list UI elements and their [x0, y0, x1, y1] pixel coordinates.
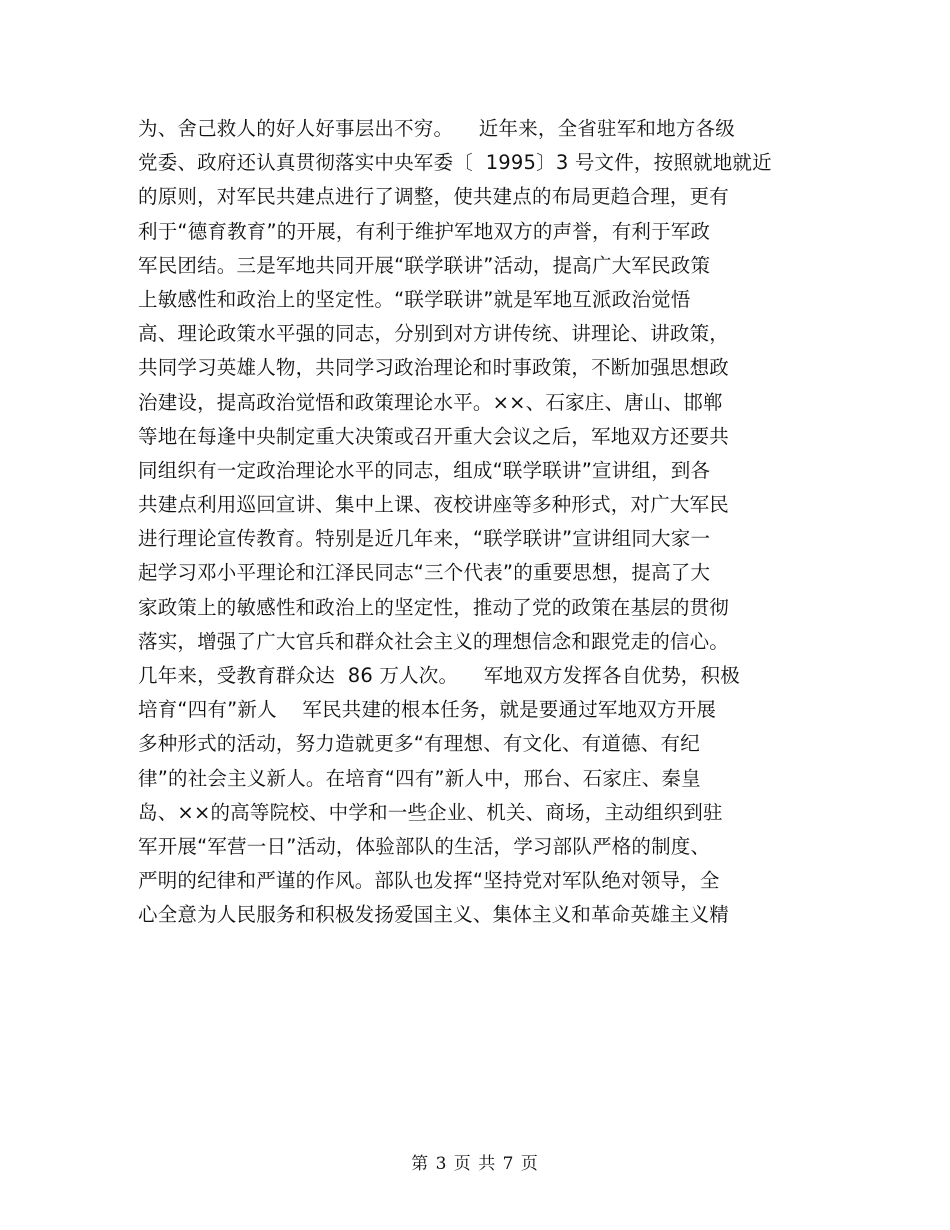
- body-text: [138, 112, 818, 933]
- text-line: 律”的社会主义新人。在培育“四有”新人中，邢台、石家庄、秦皇: [138, 766, 701, 790]
- text-line: 同组织有一定政治理论水平的同志，组成“联学联讲”宣讲组，到各: [138, 458, 711, 482]
- text-line: 利于“德育教育”的开展，有利于维护军地双方的声誉，有利于军政: [138, 219, 711, 243]
- text-line: 军开展“军营一日”活动，体验部队的生活，学习部队严格的制度、: [138, 834, 711, 858]
- text-line: 进行理论宣传教育。特别是近几年来，“联学联讲”宣讲组同大家一: [138, 527, 711, 551]
- text-line: 上敏感性和政治上的坚定性。“联学联讲”就是军地互派政治觉悟: [138, 287, 691, 311]
- text-line: 严明的纪律和严谨的作风。部队也发挥“坚持党对军队绝对领导，全: [138, 869, 720, 893]
- text-line: 党委、政府还认真贯彻落实中央军委〔 1995〕3 号文件，按照就地就近: [138, 151, 772, 175]
- text-line: 治建设，提高政治觉悟和政策理论水平。××、石家庄、唐山、邯郸: [138, 390, 723, 414]
- text-line: 为、舍己救人的好人好事层出不穷。 近年来，全省驻军和地方各级: [138, 117, 735, 140]
- text-line: 的原则，对军民共建点进行了调整，使共建点的布局更趋合理，更有: [138, 185, 730, 209]
- text-line: 培育“四有”新人 军民共建的根本任务，就是要通过军地双方开展: [138, 698, 717, 722]
- page-number-footer: 第 3 页 共 7 页: [411, 1154, 539, 1174]
- text-line: 共建点利用巡回宣讲、集中上课、夜校讲座等多种形式，对广大军民: [138, 493, 730, 517]
- text-line: 多种形式的活动，努力造就更多“有理想、有文化、有道德、有纪: [138, 732, 700, 756]
- text-line: 军民团结。三是军地共同开展“联学联讲”活动，提高广大军民政策: [138, 253, 711, 277]
- text-line: 等地在每逢中央制定重大决策或召开重大会议之后，军地双方还要共: [138, 424, 730, 448]
- text-line: 落实，增强了广大官兵和群众社会主义的理想信念和跟党走的信心。: [138, 629, 730, 653]
- text-line: 高、理论政策水平强的同志，分别到对方讲传统、讲理论、讲政策，: [138, 322, 730, 346]
- text-line: 起学习邓小平理论和江泽民同志“三个代表”的重要思想，提高了大: [138, 561, 711, 585]
- text-line: 家政策上的敏感性和政治上的坚定性，推动了党的政策在基层的贯彻: [138, 595, 730, 619]
- text-line: 心全意为人民服务和积极发扬爱国主义、集体主义和革命英雄主义精: [138, 903, 730, 927]
- text-line: 几年来，受教育群众达 86 万人次。 军地双方发挥各自优势，积极: [138, 664, 740, 687]
- text-line: 岛、××的高等院校、中学和一些企业、机关、商场，主动组织到驻: [138, 800, 723, 824]
- text-line: 共同学习英雄人物，共同学习政治理论和时事政策，不断加强思想政: [138, 356, 730, 380]
